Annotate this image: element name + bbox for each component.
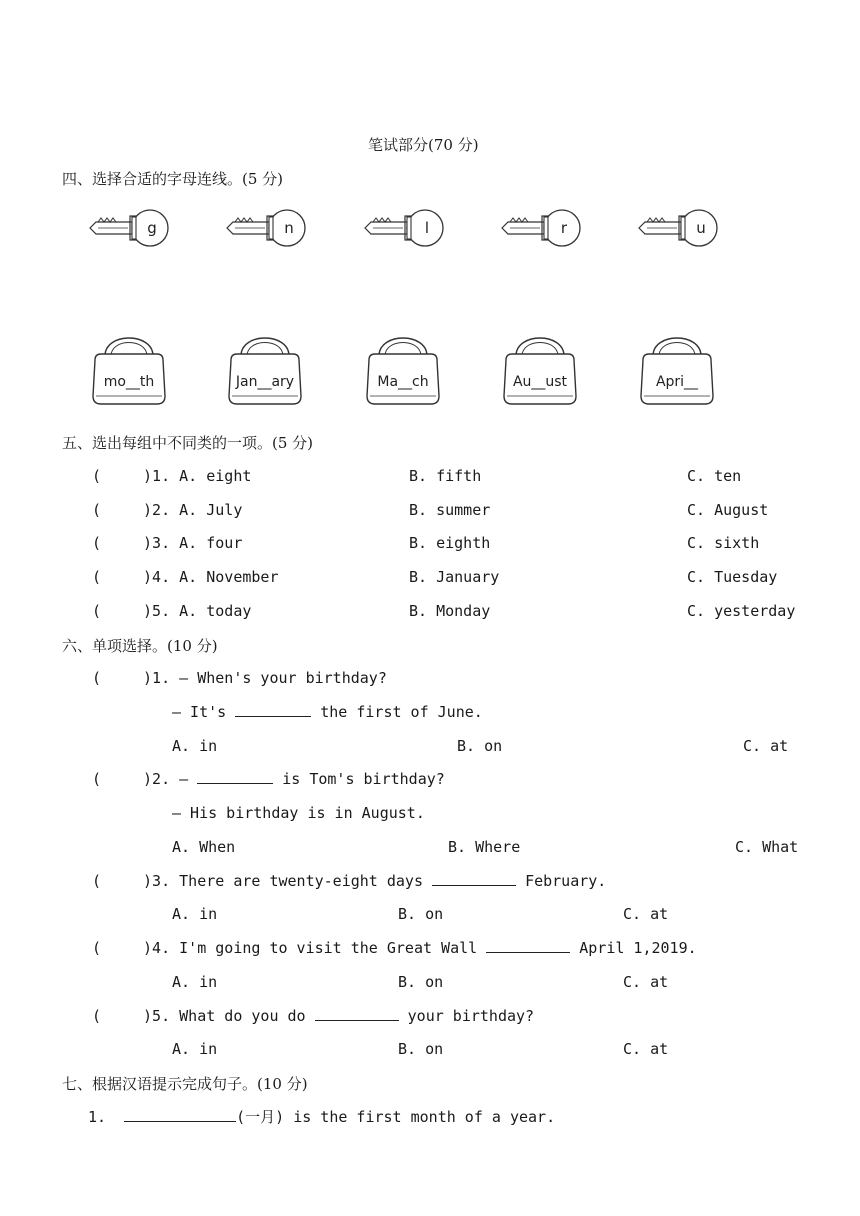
s5-option-a[interactable]: A. November xyxy=(179,568,279,586)
s5-item-num: )3. xyxy=(143,534,171,552)
s6-q1-line1: ( )1. — When's your birthday? xyxy=(92,669,387,687)
s6-q1-option-b[interactable]: B. on xyxy=(457,737,503,755)
bag-icon xyxy=(93,338,165,404)
section-4-heading: 四、选择合适的字母连线。(5 分) xyxy=(62,170,284,188)
s6-q2-answer: — His birthday is in August. xyxy=(172,804,425,822)
s7-q1-line xyxy=(88,1106,555,1128)
s6-q1-option-c[interactable]: C. at xyxy=(743,737,789,755)
s6-q3-line: ( )3. There are twenty-eight days February. xyxy=(92,872,607,890)
s5-item-num: )2. xyxy=(143,501,171,519)
s7-q1-hint: (一月) xyxy=(236,1108,285,1126)
s5-item-num: )4. xyxy=(143,568,171,586)
s6-q5-option-a[interactable]: A. in xyxy=(172,1040,218,1058)
s6-q1-blank[interactable] xyxy=(235,702,311,717)
s5-item-num: )5. xyxy=(143,602,171,620)
key-letter: l xyxy=(424,219,430,237)
s6-q1-num: )1. xyxy=(143,669,171,687)
s6-q5-option-b[interactable]: B. on xyxy=(398,1040,444,1058)
s6-q2-option-a[interactable]: A. When xyxy=(172,838,236,856)
s6-q3-num: )3. xyxy=(143,872,171,890)
s6-q2-num: )2. xyxy=(143,770,171,788)
page-title: 笔试部分(70 分) xyxy=(368,136,479,154)
s6-q1-option-a[interactable]: A. in xyxy=(172,737,218,755)
key-icon xyxy=(502,210,580,246)
s6-q5-blank[interactable] xyxy=(315,1006,399,1021)
key-letter: r xyxy=(560,219,568,237)
s6-q5-line: ( )5. What do you do your birthday? xyxy=(92,1007,535,1025)
s6-q2-question: is Tom's birthday? xyxy=(282,770,445,788)
s6-q3-option-b[interactable]: B. on xyxy=(398,905,444,923)
s6-q5-text-start: What do you do xyxy=(179,1007,306,1025)
bag-word: Au__ust xyxy=(512,374,568,390)
s6-q3-text-end: February. xyxy=(525,872,607,890)
bag-icon xyxy=(504,338,576,404)
key-letter: n xyxy=(284,219,294,237)
s5-option-b[interactable]: B. fifth xyxy=(409,467,482,485)
s6-q1-question: — When's your birthday? xyxy=(179,669,387,687)
bags-row xyxy=(0,330,860,415)
s6-q3-option-c[interactable]: C. at xyxy=(623,905,669,923)
s6-q2-dash: — xyxy=(179,770,189,788)
s6-q2-blank[interactable] xyxy=(197,769,273,784)
section-5-heading: 五、选出每组中不同类的一项。(5 分) xyxy=(62,434,314,452)
s6-q4-num: )4. xyxy=(143,939,171,957)
s6-q5-num: )5. xyxy=(143,1007,171,1025)
s6-q1-answer-end: the first of June. xyxy=(320,703,483,721)
s5-option-a[interactable]: A. four xyxy=(179,534,243,552)
bag-word: Jan__ary xyxy=(235,374,295,390)
s6-q3-option-a[interactable]: A. in xyxy=(172,905,218,923)
s5-option-b[interactable]: B. summer xyxy=(409,501,491,519)
s7-q1-text: is the first month of a year. xyxy=(293,1108,556,1126)
section-6-heading: 六、单项选择。(10 分) xyxy=(62,637,218,655)
key-letter: u xyxy=(696,219,706,237)
s5-item-num: )1. xyxy=(143,467,171,485)
s6-q5-option-c[interactable]: C. at xyxy=(623,1040,669,1058)
s7-q1-num: 1. xyxy=(88,1108,107,1126)
s6-q4-line: ( )4. I'm going to visit the Great Wall April 1,2019. xyxy=(92,939,697,957)
s5-option-a[interactable]: A. eight xyxy=(179,467,252,485)
s6-q2-line1: ( )2. — is Tom's birthday? xyxy=(92,770,445,788)
section-7-heading: 七、根据汉语提示完成句子。(10 分) xyxy=(62,1075,308,1093)
s6-q4-text-start: I'm going to visit the Great Wall xyxy=(179,939,478,957)
s6-q4-option-a[interactable]: A. in xyxy=(172,973,218,991)
s5-option-a[interactable]: A. July xyxy=(179,501,243,519)
s6-q5-text-end: your birthday? xyxy=(407,1007,535,1025)
s6-q2-option-c[interactable]: C. What xyxy=(735,838,799,856)
bag-word: Apri__ xyxy=(655,374,699,390)
bag-icon xyxy=(367,338,439,404)
s5-option-b[interactable]: B. eighth xyxy=(409,534,491,552)
s5-option-b[interactable]: B. January xyxy=(409,568,500,586)
s6-q4-blank[interactable] xyxy=(486,938,570,953)
s5-option-c[interactable]: C. Tuesday xyxy=(687,568,778,586)
s5-option-c[interactable]: C. ten xyxy=(687,467,742,485)
keys-row xyxy=(0,200,860,260)
s6-q1-line2 xyxy=(172,701,483,723)
key-letter: g xyxy=(147,219,157,237)
s5-option-c[interactable]: C. sixth xyxy=(687,534,760,552)
s5-item-5: ( )5. A. today xyxy=(92,602,252,620)
key-icon xyxy=(365,210,443,246)
s5-item-2: ( )2. A. July xyxy=(92,501,243,519)
bag-word: Ma__ch xyxy=(377,374,429,390)
s5-option-c[interactable]: C. yesterday xyxy=(687,602,796,620)
s5-option-b[interactable]: B. Monday xyxy=(409,602,491,620)
s5-item-1: ( )1. A. eight xyxy=(92,467,252,485)
s5-option-a[interactable]: A. today xyxy=(179,602,252,620)
s6-q3-text-start: There are twenty-eight days xyxy=(179,872,423,890)
s6-q4-text-end: April 1,2019. xyxy=(579,939,697,957)
s6-q4-option-c[interactable]: C. at xyxy=(623,973,669,991)
s5-item-4: ( )4. A. November xyxy=(92,568,279,586)
s5-item-3: ( )3. A. four xyxy=(92,534,243,552)
s6-q1-answer-start: — It's xyxy=(172,703,227,721)
bag-icon xyxy=(641,338,713,404)
s6-q2-option-b[interactable]: B. Where xyxy=(448,838,521,856)
s6-q4-option-b[interactable]: B. on xyxy=(398,973,444,991)
bag-icon xyxy=(229,338,301,404)
bag-word: mo__th xyxy=(103,374,155,390)
s6-q3-blank[interactable] xyxy=(432,871,516,886)
s7-q1-blank[interactable] xyxy=(124,1107,236,1122)
s5-option-c[interactable]: C. August xyxy=(687,501,769,519)
